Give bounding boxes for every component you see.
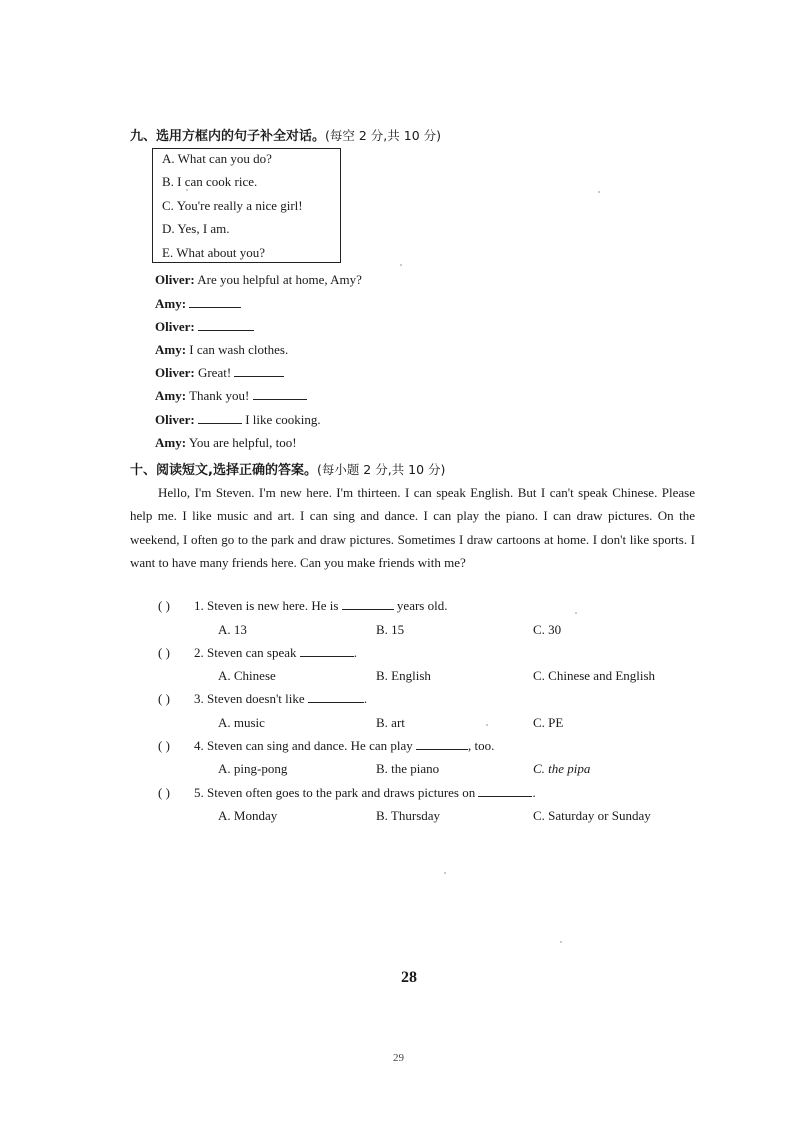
question-1 xyxy=(158,598,447,614)
question-stem: Steven doesn't like xyxy=(207,691,305,706)
answer-blank[interactable] xyxy=(253,388,307,400)
dialogue-line-6 xyxy=(155,388,307,404)
option-a: A. What can you do? xyxy=(162,151,272,166)
answer-blank[interactable] xyxy=(198,319,254,331)
answer-blank[interactable] xyxy=(308,691,364,703)
dialogue-line-8 xyxy=(155,435,297,451)
line-text: Great! xyxy=(197,365,232,380)
footer-page-number: 29 xyxy=(393,1052,404,1064)
scan-speck xyxy=(560,941,562,943)
section-10-title xyxy=(130,459,445,478)
answer-parentheses[interactable]: ( ) xyxy=(158,785,170,800)
answer-parentheses[interactable]: ( ) xyxy=(158,691,170,706)
question-stem: Steven can speak xyxy=(207,645,297,660)
line-text: Thank you! xyxy=(189,388,250,403)
section-9-title-text: 九、选用方框内的句子补全对话。 xyxy=(130,129,326,144)
q2-choice-a[interactable]: A. Chinese xyxy=(218,668,276,683)
speaker: Oliver: xyxy=(155,365,195,380)
question-number: 1. xyxy=(194,598,204,613)
question-2 xyxy=(158,645,357,661)
scan-speck xyxy=(444,872,446,874)
option-c: C. You're really a nice girl! xyxy=(162,198,303,213)
question-stem-end: years old. xyxy=(396,598,448,613)
answer-blank[interactable] xyxy=(478,785,532,797)
dialogue-line-5 xyxy=(155,365,284,381)
q2-choice-c[interactable]: C. Chinese and English xyxy=(533,668,656,683)
passage-text: Hello, I'm Steven. I'm new here. I'm thirteen. I can speak English. But I can't speak Chinese. Please help me. I like music and art. I can sing and dance. I can play the piano. I can draw pictures. On the weekend, I often go to the park and draw pictures. Sometimes I draw cartoons at home. I don't like sports. I want to have many friends here. Can you make friends with me? xyxy=(130,485,695,570)
question-stem: Steven is new here. He is xyxy=(207,598,339,613)
question-3 xyxy=(158,691,367,707)
scan-speck xyxy=(400,264,402,266)
question-number: 3. xyxy=(194,691,204,706)
answer-blank[interactable] xyxy=(300,645,354,657)
answer-blank[interactable] xyxy=(198,412,242,424)
q4-choice-b[interactable]: B. the piano xyxy=(376,761,440,776)
dialogue-line-2 xyxy=(155,296,241,312)
question-stem-end: . xyxy=(363,691,368,706)
q5-choice-a[interactable]: A. Monday xyxy=(218,808,278,823)
q1-choice-c[interactable]: C. 30 xyxy=(533,622,562,637)
scan-speck xyxy=(598,191,600,193)
question-stem-end: . xyxy=(532,785,536,800)
q4-choice-a[interactable]: A. ping-pong xyxy=(218,761,288,776)
line-text: I like cooking. xyxy=(245,412,321,427)
question-stem: Steven can sing and dance. He can play xyxy=(207,738,413,753)
q4-choice-c[interactable]: C. the pipa xyxy=(533,761,591,776)
question-4 xyxy=(158,738,494,754)
section-10-score-note: (每小题 2 分,共 10 分) xyxy=(316,462,446,477)
q2-choice-b[interactable]: B. English xyxy=(376,668,431,683)
q3-choice-b[interactable]: B. art xyxy=(376,715,405,730)
speaker: Amy: xyxy=(155,388,187,403)
q3-choice-a[interactable]: A. music xyxy=(218,715,265,730)
dialogue-line-4 xyxy=(155,342,288,358)
q5-choice-b[interactable]: B. Thursday xyxy=(376,808,441,823)
q1-choice-a[interactable]: A. 13 xyxy=(218,622,247,637)
q1-choice-b[interactable]: B. 15 xyxy=(376,622,405,637)
answer-blank[interactable] xyxy=(416,738,468,750)
answer-blank[interactable] xyxy=(189,296,241,308)
option-b: B. I can cook rice. xyxy=(162,174,258,189)
option-e: E. What about you? xyxy=(162,245,266,260)
section-9-score-note: (每空 2 分,共 10 分) xyxy=(325,128,441,143)
answer-blank[interactable] xyxy=(342,598,394,610)
q3-choice-c[interactable]: C. PE xyxy=(533,715,564,730)
dialogue-line-7 xyxy=(155,412,321,428)
speaker: Amy: xyxy=(155,435,187,450)
page-number: 28 xyxy=(401,969,417,986)
speaker: Oliver: xyxy=(155,412,195,427)
speaker: Amy: xyxy=(155,342,187,357)
reading-passage xyxy=(130,481,695,574)
q5-choice-c[interactable]: C. Saturday or Sunday xyxy=(533,808,651,823)
line-text: Are you helpful at home, Amy? xyxy=(197,272,362,287)
question-number: 2. xyxy=(194,645,204,660)
question-5 xyxy=(158,785,536,801)
question-number: 4. xyxy=(194,738,204,753)
scan-speck xyxy=(486,724,488,726)
speaker: Amy: xyxy=(155,296,187,311)
section-9-title xyxy=(130,125,441,144)
question-stem-end: , too. xyxy=(468,738,495,753)
line-text: You are helpful, too! xyxy=(188,435,297,450)
answer-blank[interactable] xyxy=(234,365,284,377)
scan-speck xyxy=(186,189,188,191)
line-text: I can wash clothes. xyxy=(189,342,289,357)
answer-parentheses[interactable]: ( ) xyxy=(158,738,170,753)
option-d: D. Yes, I am. xyxy=(162,221,230,236)
section-10-title-text: 十、阅读短文,选择正确的答案。 xyxy=(130,463,317,478)
dialogue-line-1 xyxy=(155,272,362,288)
dialogue-line-3 xyxy=(155,319,254,335)
question-stem: Steven often goes to the park and draws pictures on xyxy=(207,785,476,800)
speaker: Oliver: xyxy=(155,319,195,334)
question-stem-end: . xyxy=(353,645,358,660)
answer-parentheses[interactable]: ( ) xyxy=(158,645,170,660)
answer-parentheses[interactable]: ( ) xyxy=(158,598,170,613)
scan-speck xyxy=(575,612,577,614)
speaker: Oliver: xyxy=(155,272,195,287)
question-number: 5. xyxy=(194,785,204,800)
